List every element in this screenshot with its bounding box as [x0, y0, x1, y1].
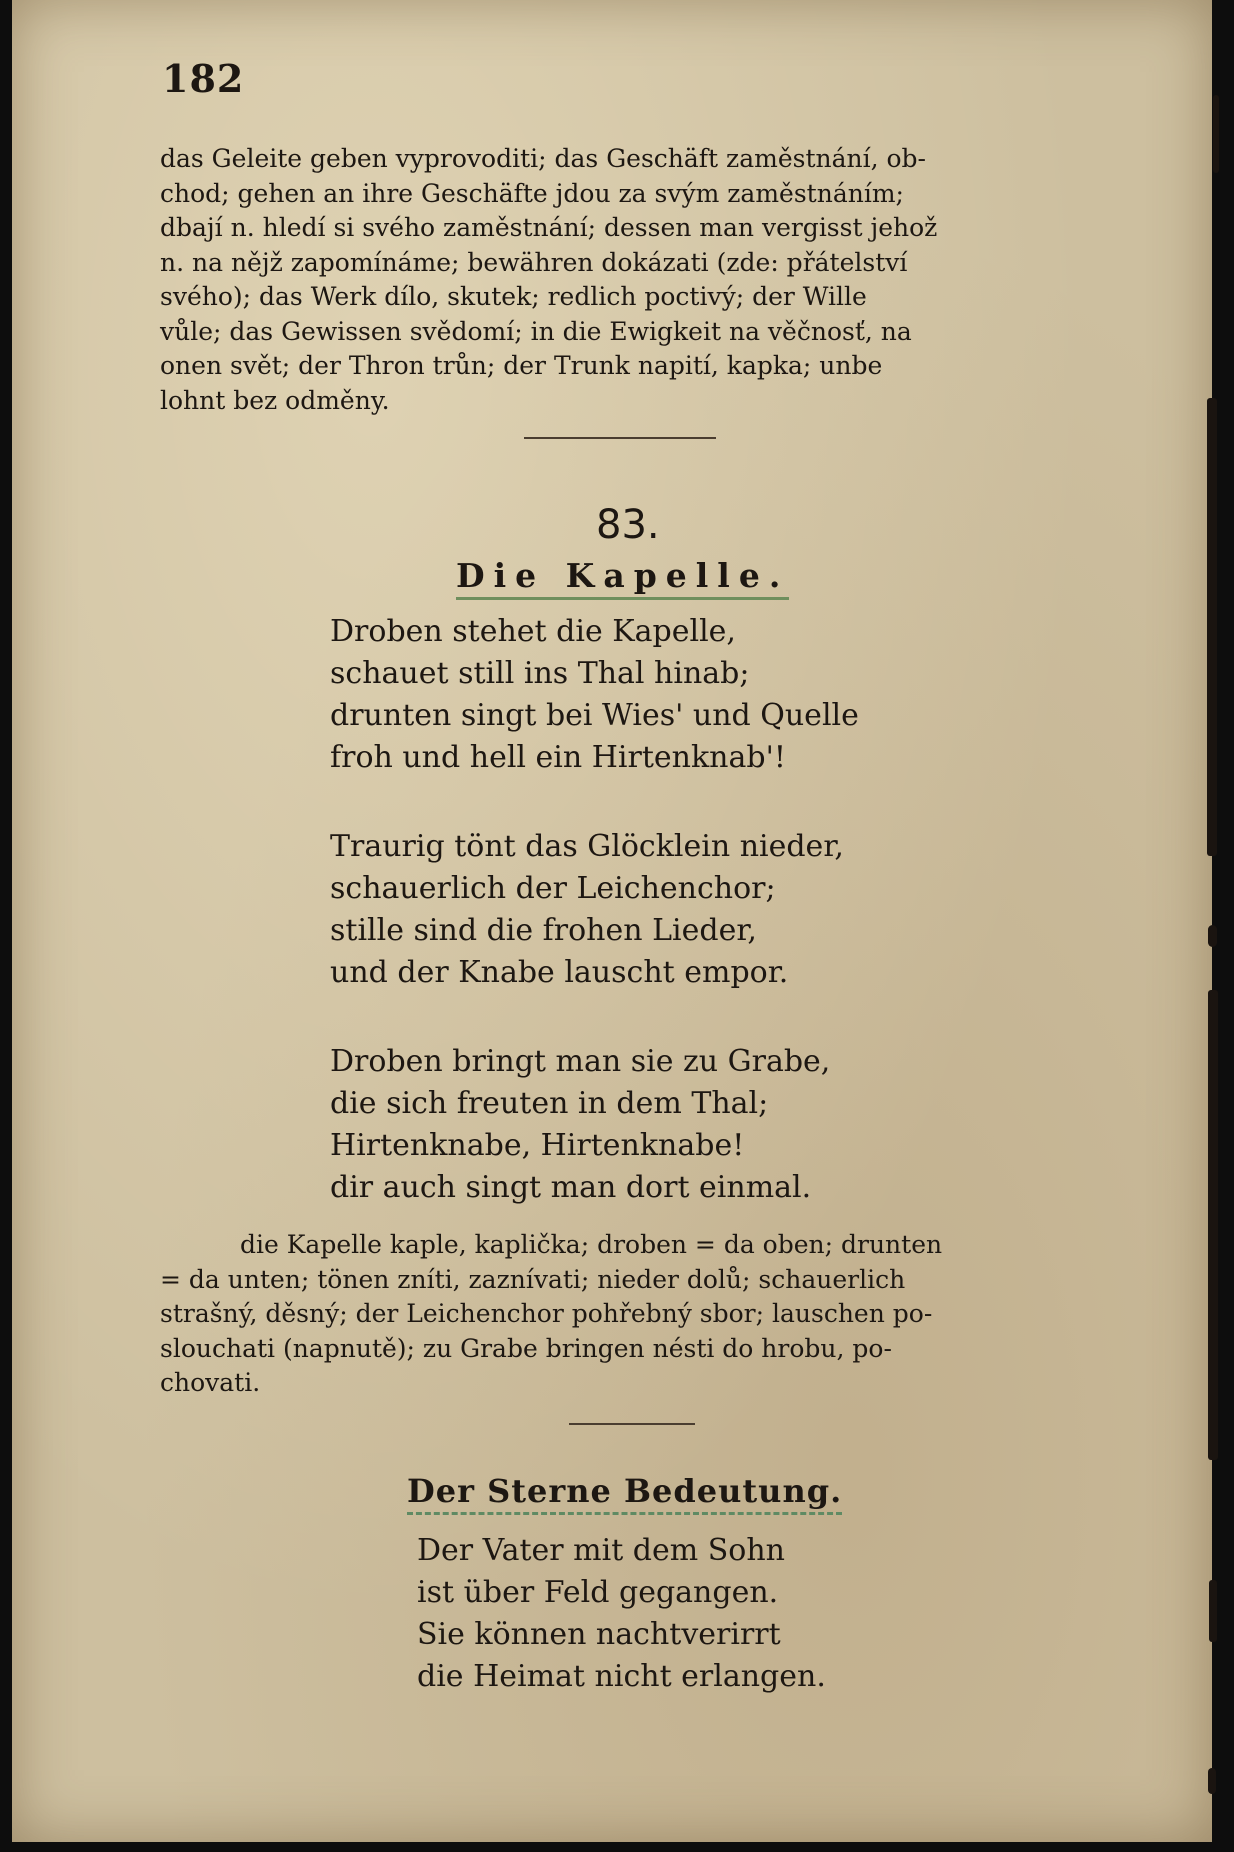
poem-title: Der Sterne Bedeutung. — [407, 1472, 842, 1515]
vocab-line: onen svět; der Thron trůn; der Trunk napití, kapka; unbe — [160, 351, 883, 380]
vocabulary-notes-previous-poem — [160, 142, 1084, 418]
vocab-line: n. na nějž zapomínáme; bewähren dokázati (zde: přátelství — [160, 247, 908, 277]
verse-line: die Heimat nicht erlangen. — [417, 1659, 826, 1694]
verse-line: dir auch singt man dort einmal. — [330, 1170, 812, 1205]
verse-line: Hirtenknabe, Hirtenknabe! — [330, 1128, 745, 1163]
vocab-line: chod; gehen an ihre Geschäfte jdou za svým zaměstnáním; — [160, 178, 904, 208]
verse-line: drunten singt bei Wies' und Quelle — [330, 698, 859, 733]
poem-title: Die Kapelle. — [456, 556, 789, 600]
section-divider — [569, 1423, 695, 1425]
vocabulary-notes-die-kapelle — [160, 1228, 1084, 1401]
section-divider — [524, 437, 716, 439]
verse-line: Traurig tönt das Glöcklein nieder, — [330, 829, 844, 864]
verse-line: schauet still ins Thal hinab; — [330, 656, 750, 691]
vocab-line: lohnt bez odměny. — [160, 385, 390, 415]
binding-edge-mark — [1208, 925, 1217, 947]
poem-stanza-3 — [330, 1041, 830, 1209]
poem-stanza-2 — [330, 826, 844, 994]
poem-stanza-1 — [330, 611, 859, 779]
verse-line: Droben bringt man sie zu Grabe, — [330, 1044, 831, 1079]
vocab-line: slouchati (napnutě); zu Grabe bringen nésti do hrobu, po- — [160, 1333, 892, 1363]
vocab-line: = da unten; tönen zníti, zaznívati; nieder dolů; schauerlich — [160, 1264, 906, 1294]
poem-number: 83. — [596, 502, 660, 548]
binding-edge-mark — [1208, 1768, 1216, 1794]
vocab-line: die Kapelle kaple, kaplička; droben = da oben; drunten — [240, 1230, 943, 1259]
verse-line: Sie können nachtverirrt — [417, 1617, 781, 1652]
book-page — [12, 0, 1212, 1842]
binding-edge-mark — [1207, 398, 1217, 856]
vocab-line: strašný, děsný; der Leichenchor pohřebný sbor; lauschen po- — [160, 1299, 933, 1328]
poem-stanza-1 — [417, 1530, 826, 1698]
verse-line: und der Knabe lauscht empor. — [330, 955, 789, 990]
verse-line: froh und hell ein Hirtenknab'! — [330, 740, 786, 775]
verse-line: die sich freuten in dem Thal; — [330, 1086, 769, 1121]
vocab-line: svého); das Werk dílo, skutek; redlich poctivý; der Wille — [160, 282, 867, 311]
vocab-line: chovati. — [160, 1368, 261, 1397]
binding-edge-mark — [1213, 95, 1219, 173]
vocab-line: vůle; das Gewissen svědomí; in die Ewigkeit na věčnosť, na — [160, 316, 912, 346]
binding-edge-mark — [1208, 990, 1218, 1460]
vocab-line: das Geleite geben vyprovoditi; das Geschäft zaměstnání, ob- — [160, 144, 926, 173]
verse-line: schauerlich der Leichenchor; — [330, 871, 776, 906]
vocab-line: dbají n. hledí si svého zaměstnání; dessen man vergisst jehož — [160, 213, 938, 242]
verse-line: ist über Feld gegangen. — [417, 1575, 779, 1610]
binding-edge-mark — [1209, 1580, 1217, 1642]
verse-line: Droben stehet die Kapelle, — [330, 614, 736, 649]
verse-line: stille sind die frohen Lieder, — [330, 913, 757, 948]
page-number: 182 — [162, 56, 245, 101]
verse-line: Der Vater mit dem Sohn — [417, 1533, 785, 1568]
